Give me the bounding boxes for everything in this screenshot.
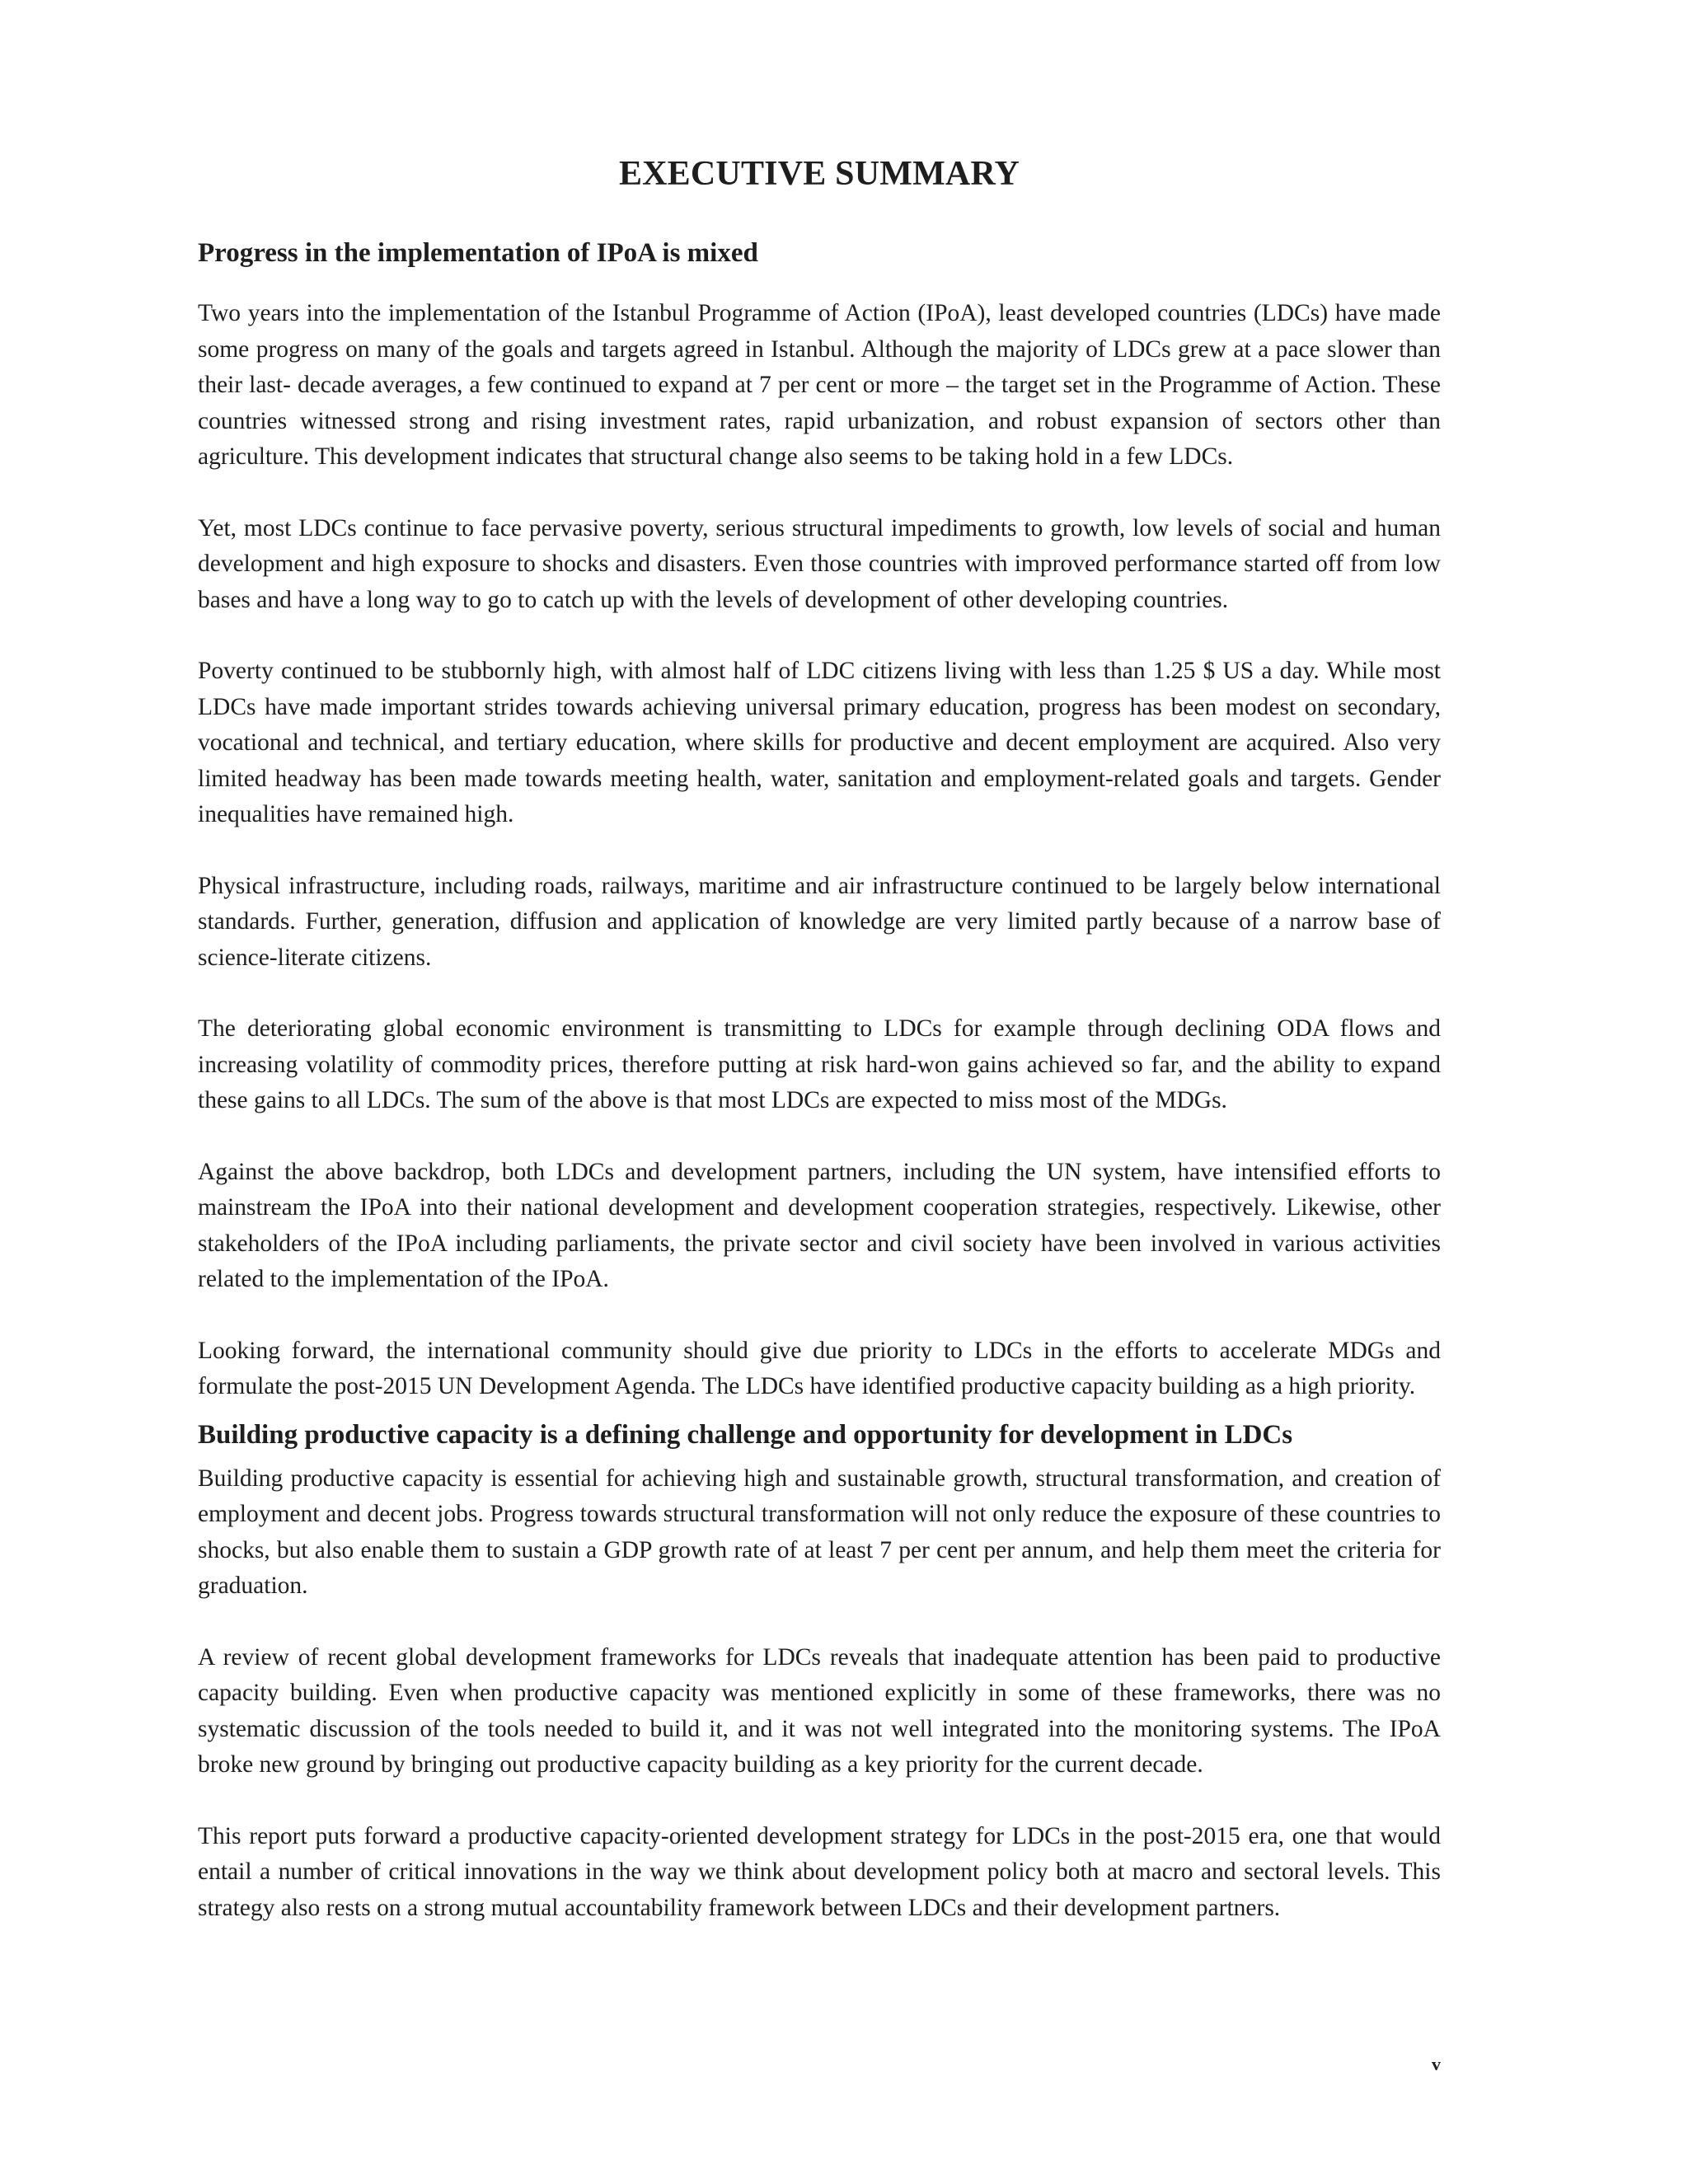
section-heading-progress: Progress in the implementation of IPoA is mixed <box>198 238 758 268</box>
paragraph: Against the above backdrop, both LDCs and development partners, including the UN system, have intensified efforts to mainstream the IPoA into their national development and development cooperation strategies, respectively. Likewise, other stakeholders of the IPoA including parliaments, the private sector and civil society have been involved in various activities related to the implementation of the IPoA. <box>198 1158 1441 1292</box>
paragraph: The deteriorating global economic environment is transmitting to LDCs for example through declining ODA flows and increasing volatility of commodity prices, therefore putting at risk hard-won gains achieved so far, and the ability to expand these gains to all LDCs. The sum of the above is that most LDCs are expected to miss most of the MDGs. <box>198 1015 1441 1113</box>
paragraph: Looking forward, the international community should give due priority to LDCs in the efforts to accelerate MDGs and formulate the post-2015 UN Development Agenda. The LDCs have identified productive capacity building as a high priority. <box>198 1337 1441 1399</box>
paragraph: Two years into the implementation of the Istanbul Programme of Action (IPoA), least developed countries (LDCs) have made some progress on many of the goals and targets agreed in Istanbul. Although the majority of LDCs grew at a pace slower than their last- decade averages, a few continued to expand at 7 per cent or more – the target set in the Programme of Action. These countries witnessed strong and rising investment rates, rapid urbanization, and robust expansion of sectors other than agriculture. This development indicates that structural change also seems to be taking hold in a few LDCs. <box>198 300 1441 470</box>
section-heading-productive-capacity: Building productive capacity is a defining challenge and opportunity for development in LDCs <box>198 1419 1293 1450</box>
page-number: v <box>1432 2054 1441 2074</box>
paragraph: Physical infrastructure, including roads, railways, maritime and air infrastructure continued to be largely below international standards. Further, generation, diffusion and application of knowledge are very limited partly because of a narrow base of science-literate citizens. <box>198 872 1441 971</box>
paragraph: A review of recent global development frameworks for LDCs reveals that inadequate attention has been paid to productive capacity building. Even when productive capacity was mentioned explicitly in some of these frameworks, there was no systematic discussion of the tools needed to build it, and it was not well integrated into the monitoring systems. The IPoA broke new ground by bringing out productive capacity building as a key priority for the current decade. <box>198 1643 1441 1778</box>
paragraph: This report puts forward a productive capacity-oriented development strategy for LDCs in the post-2015 era, one that would entail a number of critical innovations in the way we think about development policy both at macro and sectoral levels. This strategy also rests on a strong mutual accountability framework between LDCs and their development partners. <box>198 1822 1441 1921</box>
paragraph: Building productive capacity is essential for achieving high and sustainable growth, structural transformation, and creation of employment and decent jobs. Progress towards structural transformation will not only reduce the exposure of these countries to shocks, but also enable them to sustain a GDP growth rate of at least 7 per cent per annum, and help them meet the criteria for graduation. <box>198 1465 1441 1599</box>
page-content <box>198 152 1441 1961</box>
paragraph: Yet, most LDCs continue to face pervasive poverty, serious structural impediments to growth, low levels of social and human development and high exposure to shocks and disasters. Even those countries with improved performance started off from low bases and have a long way to go to catch up with the levels of development of other developing countries. <box>198 514 1441 613</box>
page-title: EXECUTIVE SUMMARY <box>618 155 1020 193</box>
paragraph: Poverty continued to be stubbornly high, with almost half of LDC citizens living with less than 1.25 $ US a day. While most LDCs have made important strides towards achieving universal primary education, progress has been modest on secondary, vocational and technical, and tertiary education, where skills for productive and decent employment are acquired. Also very limited headway has been made towards meeting health, water, sanitation and employment-related goals and targets. Gender inequalities have remained high. <box>198 658 1441 827</box>
